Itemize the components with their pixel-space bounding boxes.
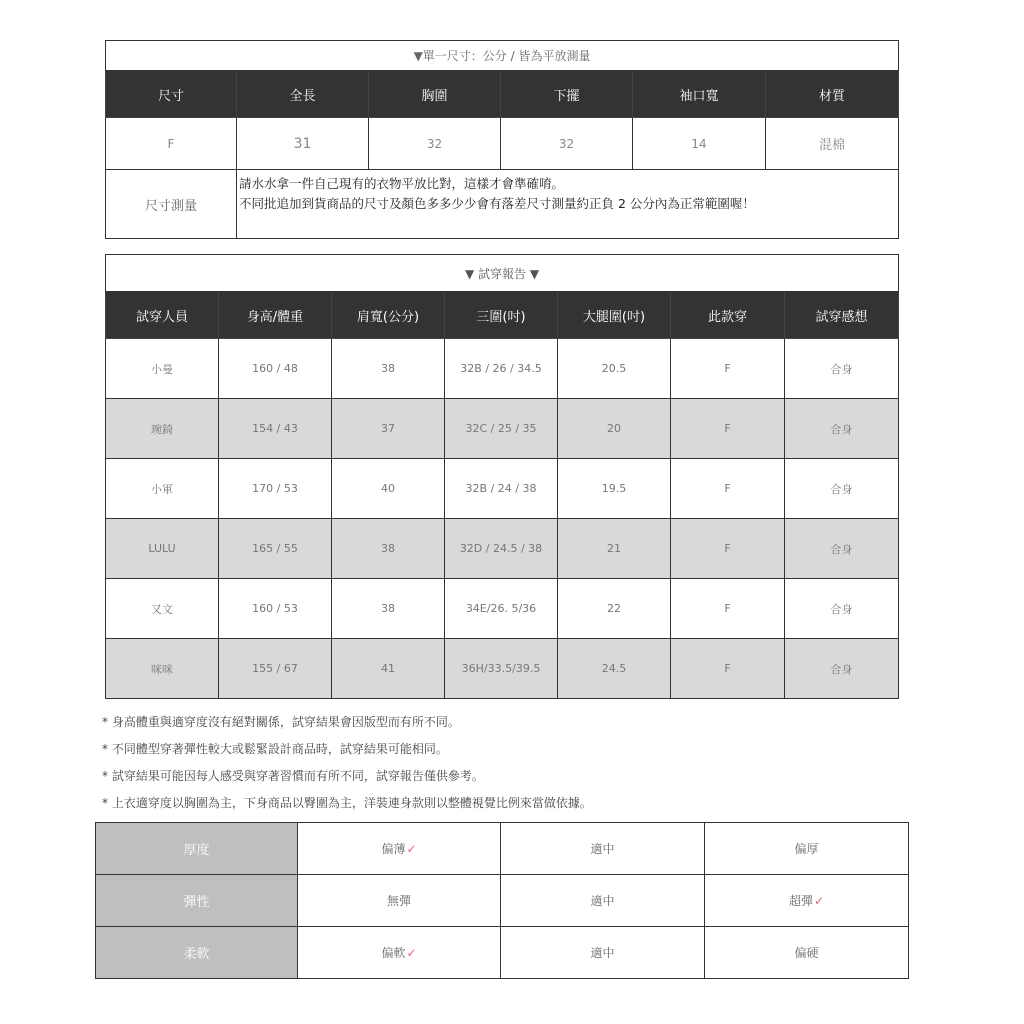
fabric-row bbox=[96, 823, 909, 875]
try-on-row bbox=[106, 339, 899, 399]
try-on-cell: 155 / 67 bbox=[219, 639, 332, 699]
try-on-row bbox=[106, 639, 899, 699]
note-item: * 身高體重與適穿度沒有絕對關係，試穿結果會因版型而有所不同。 bbox=[102, 715, 460, 729]
measure-label: 尺寸測量 bbox=[106, 170, 237, 239]
try-on-cell: F bbox=[671, 339, 785, 399]
fabric-option-label: 超彈 bbox=[788, 894, 813, 908]
fabric-option bbox=[501, 875, 705, 927]
try-on-cell: 32C / 25 / 35 bbox=[445, 399, 558, 459]
try-on-cell: F bbox=[671, 639, 785, 699]
try-on-cell: F bbox=[671, 519, 785, 579]
header-hem: 下擺 bbox=[501, 71, 633, 118]
try-on-row bbox=[106, 579, 899, 639]
header-material: 材質 bbox=[766, 71, 899, 118]
header-cuff: 袖口寬 bbox=[633, 71, 766, 118]
fabric-option bbox=[705, 927, 909, 979]
value-length: 31 bbox=[237, 118, 369, 170]
try-on-cell: 小曼 bbox=[106, 339, 219, 399]
fabric-option-label: 偏厚 bbox=[794, 842, 819, 856]
try-on-cell: 24.5 bbox=[558, 639, 671, 699]
try-on-cell: 154 / 43 bbox=[219, 399, 332, 459]
check-icon: ✓ bbox=[406, 842, 417, 856]
note-item: * 不同體型穿著彈性較大或鬆緊設計商品時，試穿結果可能相同。 bbox=[102, 742, 448, 756]
try-on-cell: 32B / 24 / 38 bbox=[445, 459, 558, 519]
try-on-cell: 22 bbox=[558, 579, 671, 639]
try-on-cell: 合身 bbox=[785, 339, 899, 399]
value-size: F bbox=[106, 118, 237, 170]
header-length: 全長 bbox=[237, 71, 369, 118]
fabric-option-label: 適中 bbox=[590, 842, 615, 856]
notes-list bbox=[102, 711, 592, 819]
try-on-table bbox=[105, 254, 899, 699]
try-on-cell: 170 / 53 bbox=[219, 459, 332, 519]
fabric-option bbox=[298, 875, 501, 927]
fabric-option-label: 適中 bbox=[590, 946, 615, 960]
try-on-cell: 21 bbox=[558, 519, 671, 579]
try-on-row bbox=[106, 399, 899, 459]
try-on-cell: 41 bbox=[332, 639, 445, 699]
fabric-option-label: 偏薄 bbox=[381, 842, 406, 856]
header-shoulder: 肩寬(公分) bbox=[332, 292, 445, 339]
try-on-cell: 38 bbox=[332, 519, 445, 579]
try-on-cell: 160 / 53 bbox=[219, 579, 332, 639]
fabric-option bbox=[705, 875, 909, 927]
fabric-table bbox=[95, 822, 909, 979]
try-on-cell: 琬錡 bbox=[106, 399, 219, 459]
try-on-cell: 咪咪 bbox=[106, 639, 219, 699]
try-on-cell: 合身 bbox=[785, 459, 899, 519]
try-on-cell: LULU bbox=[106, 519, 219, 579]
fabric-option bbox=[705, 823, 909, 875]
try-on-cell: F bbox=[671, 579, 785, 639]
fabric-option-label: 偏硬 bbox=[794, 946, 819, 960]
header-size: 尺寸 bbox=[106, 71, 237, 118]
fabric-option bbox=[298, 823, 501, 875]
try-on-cell: 36H/33.5/39.5 bbox=[445, 639, 558, 699]
value-hem: 32 bbox=[501, 118, 633, 170]
check-icon: ✓ bbox=[406, 946, 417, 960]
try-on-cell: 20 bbox=[558, 399, 671, 459]
try-on-cell: 160 / 48 bbox=[219, 339, 332, 399]
try-on-caption: ▼ 試穿報告 ▼ bbox=[106, 255, 899, 292]
value-cuff: 14 bbox=[633, 118, 766, 170]
fabric-option-label: 偏軟 bbox=[381, 946, 406, 960]
fabric-label: 柔軟 bbox=[96, 927, 298, 979]
try-on-cell: 37 bbox=[332, 399, 445, 459]
fabric-option-label: 無彈 bbox=[386, 894, 411, 908]
size-table-caption: ▼單一尺寸：公分 / 皆為平放測量 bbox=[106, 41, 899, 71]
try-on-cell: 合身 bbox=[785, 579, 899, 639]
try-on-cell: 19.5 bbox=[558, 459, 671, 519]
try-on-row bbox=[106, 519, 899, 579]
try-on-cell: 38 bbox=[332, 579, 445, 639]
check-icon: ✓ bbox=[813, 894, 825, 908]
try-on-cell: 38 bbox=[332, 339, 445, 399]
try-on-cell: 合身 bbox=[785, 639, 899, 699]
header-measurements: 三圍(吋) bbox=[445, 292, 558, 339]
try-on-cell: F bbox=[671, 459, 785, 519]
value-material: 混棉 bbox=[766, 118, 899, 170]
fabric-option-label: 適中 bbox=[590, 894, 615, 908]
header-bust: 胸圍 bbox=[369, 71, 501, 118]
header-tester: 試穿人員 bbox=[106, 292, 219, 339]
header-fit: 試穿感想 bbox=[785, 292, 899, 339]
fabric-option bbox=[298, 927, 501, 979]
measure-note bbox=[237, 170, 899, 239]
fabric-label: 厚度 bbox=[96, 823, 298, 875]
header-thigh: 大腿圍(吋) bbox=[558, 292, 671, 339]
fabric-row bbox=[96, 875, 909, 927]
fabric-option bbox=[501, 927, 705, 979]
try-on-cell: 32B / 26 / 34.5 bbox=[445, 339, 558, 399]
fabric-option bbox=[501, 823, 705, 875]
note-item: * 試穿結果可能因每人感受與穿著習慣而有所不同，試穿報告僅供參考。 bbox=[102, 769, 484, 783]
header-size-worn: 此款穿 bbox=[671, 292, 785, 339]
value-bust: 32 bbox=[369, 118, 501, 170]
try-on-row bbox=[106, 459, 899, 519]
fabric-label: 彈性 bbox=[96, 875, 298, 927]
try-on-cell: 34E/26. 5/36 bbox=[445, 579, 558, 639]
try-on-cell: 20.5 bbox=[558, 339, 671, 399]
measure-note-line-1: 請水水拿一件自己現有的衣物平放比對，這樣才會準確唷。 bbox=[239, 176, 565, 191]
try-on-cell: 合身 bbox=[785, 519, 899, 579]
try-on-cell: 40 bbox=[332, 459, 445, 519]
try-on-cell: 165 / 55 bbox=[219, 519, 332, 579]
size-table bbox=[105, 40, 899, 239]
note-item: * 上衣適穿度以胸圍為主，下身商品以臀圍為主，洋裝連身款則以整體視覺比例來當做依據。 bbox=[102, 796, 592, 810]
try-on-cell: 合身 bbox=[785, 399, 899, 459]
try-on-cell: 小軍 bbox=[106, 459, 219, 519]
header-height-weight: 身高/體重 bbox=[219, 292, 332, 339]
fabric-row bbox=[96, 927, 909, 979]
fabric-rows bbox=[96, 823, 909, 979]
try-on-rows bbox=[106, 339, 899, 699]
try-on-cell: 32D / 24.5 / 38 bbox=[445, 519, 558, 579]
measure-note-line-2: 不同批追加到貨商品的尺寸及顏色多多少少會有落差尺寸測量約正負 2 公分內為正常範圍喔！ bbox=[239, 196, 755, 211]
try-on-cell: 又文 bbox=[106, 579, 219, 639]
try-on-cell: F bbox=[671, 399, 785, 459]
